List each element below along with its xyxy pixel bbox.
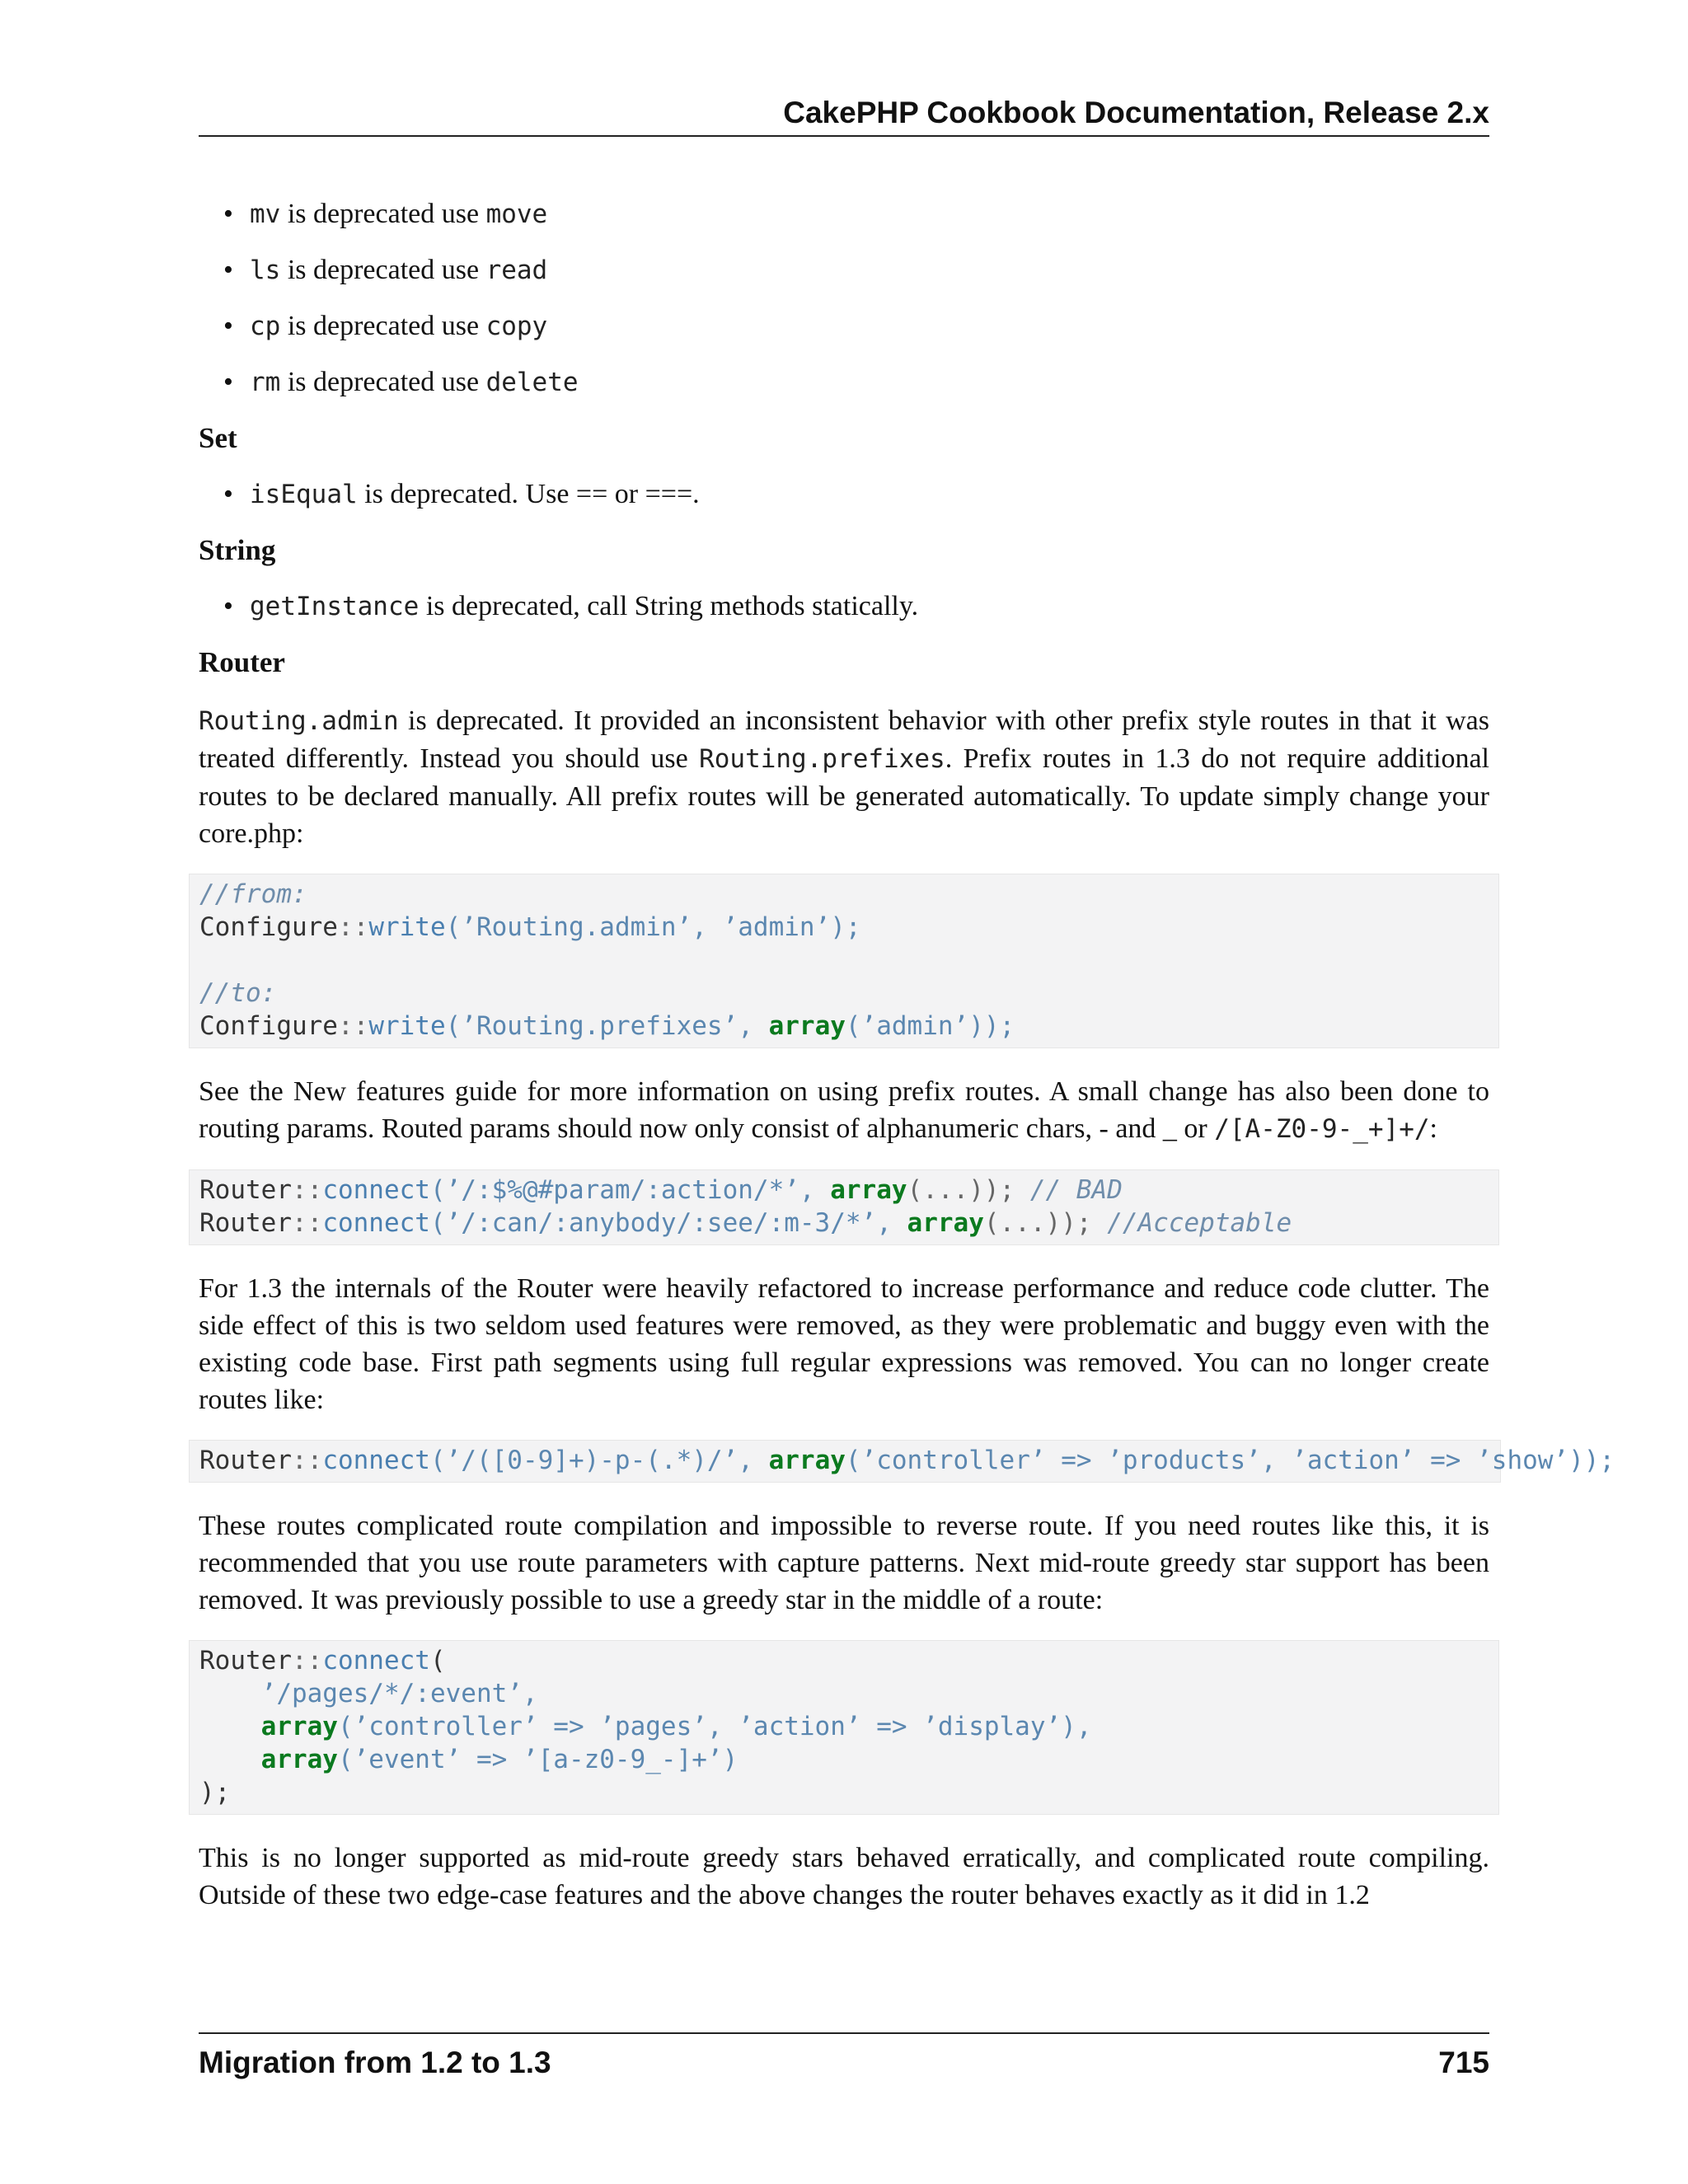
paragraph-text: See the New features guide for more information on using prefix routes. A small change has also been done to routing params. Routed params should now only consist of alphanumeric chars, - and _ or [199, 1076, 1489, 1144]
list-item-text: is deprecated, call String methods statically. [419, 591, 919, 621]
router-paragraph-1 [199, 702, 1489, 852]
code-args: (’controller’ => ’pages’, ’action’ => ’display’), [337, 1712, 1092, 1741]
code-operator: :: [337, 1011, 369, 1041]
code-operator: :: [291, 1646, 323, 1675]
code-comment: // BAD [1029, 1175, 1123, 1205]
list-item [250, 366, 1489, 399]
list-item-text: is deprecated use [280, 367, 486, 397]
set-list [199, 478, 1489, 511]
code-class: Router [199, 1646, 292, 1675]
inline-code: Routing.prefixes [699, 744, 945, 774]
code-args: (...)); [907, 1175, 1030, 1205]
code-args: (’controller’ => ’products’, ’action’ => ’show’)); [845, 1446, 1615, 1475]
code-args: ’/pages/*/:event’, [199, 1679, 538, 1708]
inline-code: move [485, 199, 548, 229]
list-item [250, 198, 1489, 231]
code-block-greedy-star [189, 1640, 1499, 1815]
footer-page-number: 715 [1438, 2046, 1489, 2079]
code-class: Router [199, 1446, 292, 1475]
inline-code: mv [250, 199, 281, 229]
deprecation-list [199, 198, 1489, 399]
list-item-text: is deprecated use [280, 255, 486, 285]
inline-code: getInstance [250, 592, 420, 621]
document-page [199, 0, 1615, 2184]
code-operator: :: [291, 1446, 323, 1475]
list-item [250, 478, 1489, 511]
page-content [199, 198, 1615, 1935]
footer-section-title: Migration from 1.2 to 1.3 [199, 2046, 551, 2079]
code-class: Configure [199, 912, 338, 942]
code-keyword: array [768, 1446, 846, 1475]
code-operator: :: [337, 912, 369, 942]
router-paragraph-2 [199, 1073, 1489, 1148]
code-args: ); [199, 1778, 231, 1807]
code-args: (’admin’)); [845, 1011, 1015, 1041]
section-heading-router: Router [199, 646, 285, 678]
code-args: ( [429, 1646, 446, 1675]
list-item-text: is deprecated use [280, 311, 486, 341]
code-function: write [368, 1011, 446, 1041]
code-args: (...)); [983, 1208, 1108, 1238]
section-heading-string: String [199, 534, 276, 566]
inline-code: read [485, 255, 548, 285]
code-block-routes-params [189, 1169, 1499, 1245]
code-function: connect [322, 1446, 430, 1475]
code-args: (’Routing.admin’, ’admin’); [445, 912, 861, 942]
code-operator: :: [291, 1208, 323, 1238]
paragraph-text: : [1429, 1113, 1437, 1144]
list-item-text: is deprecated use [280, 199, 486, 229]
paragraph-text: is deprecated. It provided an inconsistent behavior with other prefix style routes in that it was treated differently. Instead you should use [199, 705, 1489, 774]
section-heading-set: Set [199, 422, 237, 454]
code-args: (’event’ => ’[a-z0-9_-]+’) [337, 1745, 738, 1774]
code-function: write [368, 912, 446, 942]
inline-code: rm [250, 368, 281, 397]
code-comment: //from: [199, 879, 307, 909]
code-comment: //to: [199, 978, 277, 1008]
string-list [199, 590, 1489, 623]
code-comment: //Acceptable [1107, 1208, 1292, 1238]
list-item [250, 590, 1489, 623]
router-paragraph-4: These routes complicated route compilation and impossible to reverse route. If you need routes like this, it is recommended that you use route parameters with capture patterns. Next mid-route greedy star support has been removed. It was previously possible to use a greedy star in the middle of a route: [199, 1511, 1489, 1615]
inline-code: Routing.admin [199, 706, 399, 736]
code-block-regex-route [189, 1440, 1615, 1483]
inline-code: copy [485, 312, 548, 341]
code-block-configure [189, 874, 1499, 1048]
code-keyword: array [260, 1712, 338, 1741]
paragraph-text: . Prefix routes in 1.3 do not require additional routes to be declared manually. All prefix routes will be generated automatically. To update simply change your core.php: [199, 743, 1489, 849]
inline-code: isEqual [250, 480, 358, 509]
code-class: Router [199, 1208, 292, 1238]
code-args: (’Routing.prefixes’, [445, 1011, 769, 1041]
code-args: (’/:$%@#param/:action/*’, [429, 1175, 831, 1205]
list-item [250, 310, 1489, 343]
code-function: connect [322, 1646, 430, 1675]
code-args: (’/([0-9]+)-p-(.*)/’, [429, 1446, 769, 1475]
code-class: Router [199, 1175, 292, 1205]
code-keyword: array [830, 1175, 907, 1205]
list-item-text: is deprecated. Use == or ===. [357, 479, 700, 509]
code-operator: :: [291, 1175, 323, 1205]
code-keyword: array [260, 1745, 338, 1774]
code-function: connect [322, 1208, 430, 1238]
inline-code: cp [250, 312, 281, 341]
inline-code: delete [485, 368, 579, 397]
router-paragraph-3: For 1.3 the internals of the Router were heavily refactored to increase performance and reduce code clutter. The side effect of this is two seldom used features were removed, as they were problematic and buggy even with the existing code base. First path segments using full regular expressions was removed. You can no longer create routes like: [199, 1273, 1489, 1415]
code-keyword: array [907, 1208, 984, 1238]
code-args: (’/:can/:anybody/:see/:m-3/*’, [429, 1208, 907, 1238]
inline-code: /[A-Z0-9-_+]+/ [1214, 1114, 1430, 1144]
page-footer [199, 2032, 1489, 2079]
page-header [199, 89, 1489, 137]
header-title: CakePHP Cookbook Documentation, Release 2.x [783, 96, 1489, 129]
code-class: Configure [199, 1011, 338, 1041]
code-keyword: array [768, 1011, 846, 1041]
router-paragraph-5: This is no longer supported as mid-route greedy stars behaved erratically, and complicated route compiling. Outside of these two edge-case features and the above changes the router behaves exactly as it did in 1.2 [199, 1843, 1489, 1910]
code-function: connect [322, 1175, 430, 1205]
inline-code: ls [250, 255, 281, 285]
list-item [250, 254, 1489, 287]
